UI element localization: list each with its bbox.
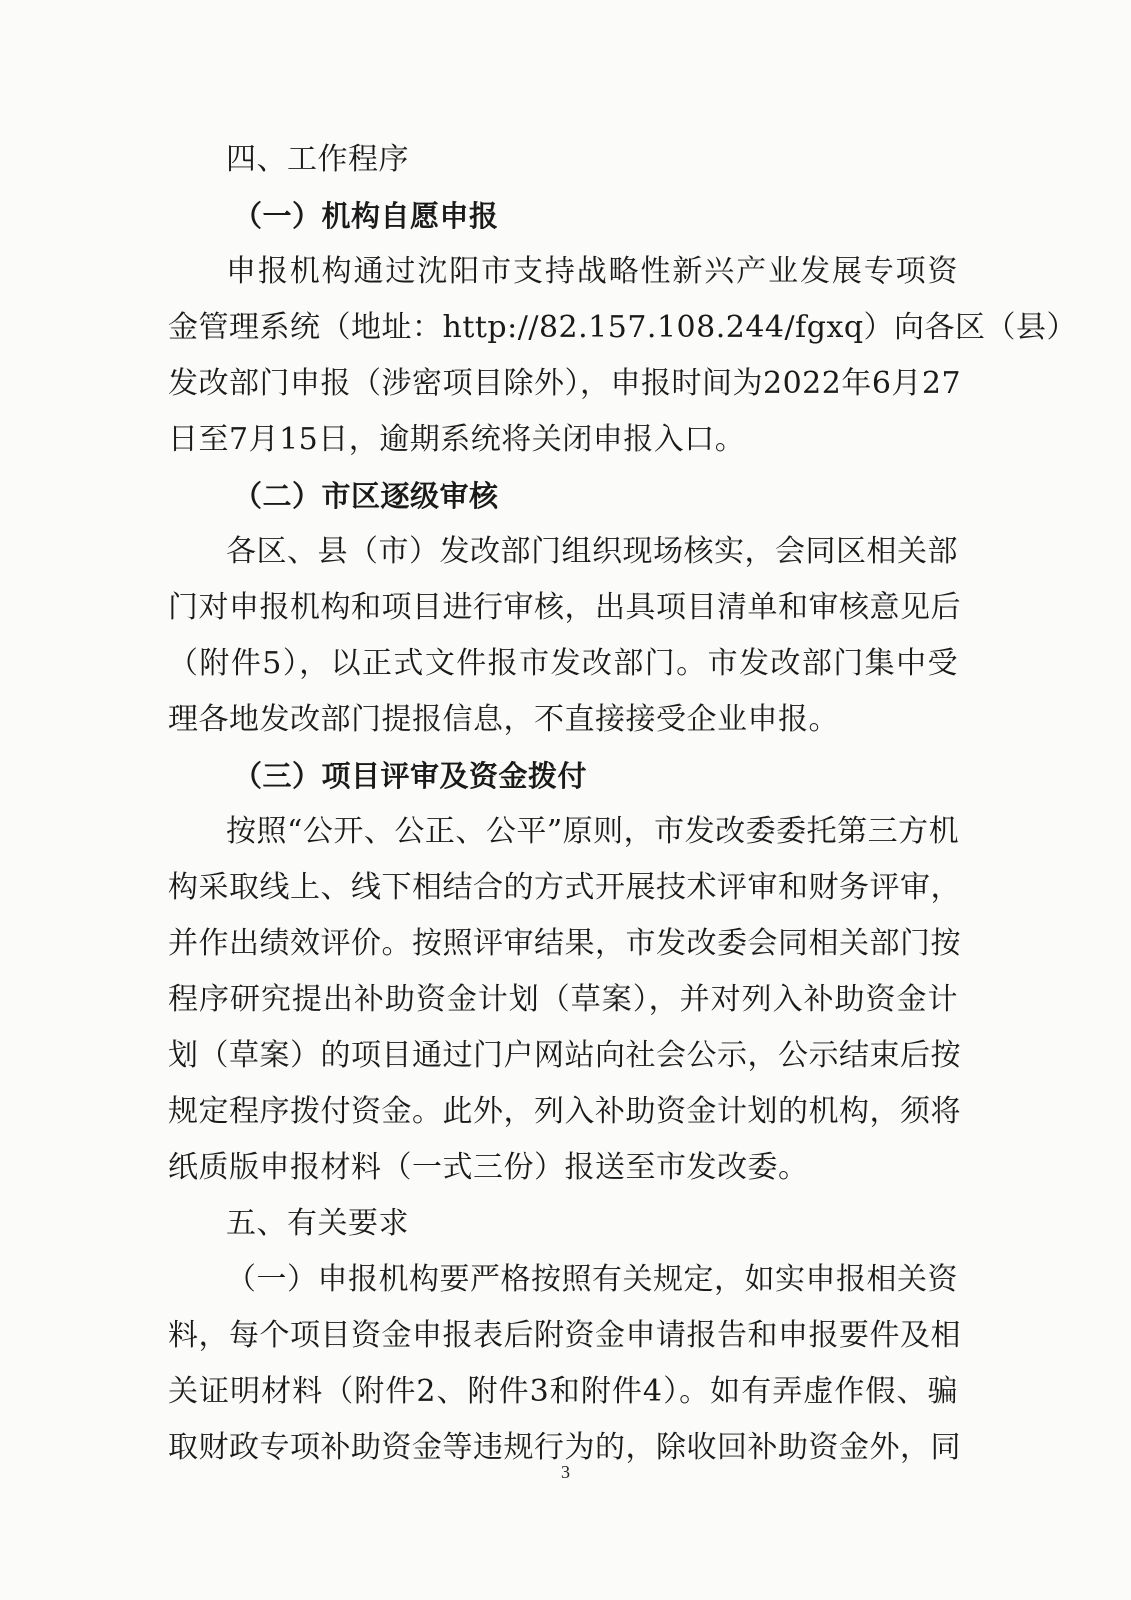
page-number: 3 [561,1462,570,1482]
section-heading: 四、工作程序 [226,142,409,177]
paragraph-line: 各区、县（市）发改部门组织现场核实，会同区相关部 [226,534,958,569]
paragraph-line: 纸质版申报材料（一式三份）报送至市发改委。 [168,1150,809,1185]
paragraph-line: （一）申报机构要严格按照有关规定，如实申报相关资 [226,1262,958,1297]
paragraph-line: 并作出绩效评价。按照评审结果，市发改委会同相关部门按 [168,926,961,961]
paragraph-line: 门对申报机构和项目进行审核，出具项目清单和审核意见后 [168,590,961,625]
paragraph-line: 程序研究提出补助资金计划（草案），并对列入补助资金计 [168,982,958,1017]
paragraph-line: 申报机构通过沈阳市支持战略性新兴产业发展专项资 [226,254,958,289]
paragraph-line: 理各地发改部门提报信息，不直接接受企业申报。 [168,702,839,737]
paragraph-line: 规定程序拨付资金。此外，列入补助资金计划的机构，须将 [168,1094,961,1129]
paragraph-line: 构采取线上、线下相结合的方式开展技术评审和财务评审， [168,870,961,905]
paragraph-line: 按照“公开、公正、公平”原则，市发改委委托第三方机 [226,814,960,849]
paragraph-line: 料，每个项目资金申报表后附资金申请报告和申报要件及相 [168,1318,961,1353]
section-heading: 五、有关要求 [226,1206,409,1241]
subsection-heading: （三）项目评审及资金拨付 [233,759,588,793]
paragraph-line: 日至7月15日，逾期系统将关闭申报入口。 [168,422,746,457]
paragraph-line: 金管理系统（地址：http://82.157.108.244/fgxq）向各区（县） [168,310,1078,345]
paragraph-line: 取财政专项补助资金等违规行为的，除收回补助资金外，同 [168,1430,961,1465]
subsection-heading: （一）机构自愿申报 [233,199,499,233]
paragraph-line: 关证明材料（附件2、附件3和附件4）。如有弄虚作假、骗 [168,1374,958,1409]
paragraph-line: （附件5），以正式文件报市发改部门。市发改部门集中受 [168,646,958,681]
paragraph-line: 发改部门申报（涉密项目除外），申报时间为2022年6月27 [168,366,962,401]
paragraph-line: 划（草案）的项目通过门户网站向社会公示，公示结束后按 [168,1038,961,1073]
subsection-heading: （二）市区逐级审核 [233,479,499,513]
